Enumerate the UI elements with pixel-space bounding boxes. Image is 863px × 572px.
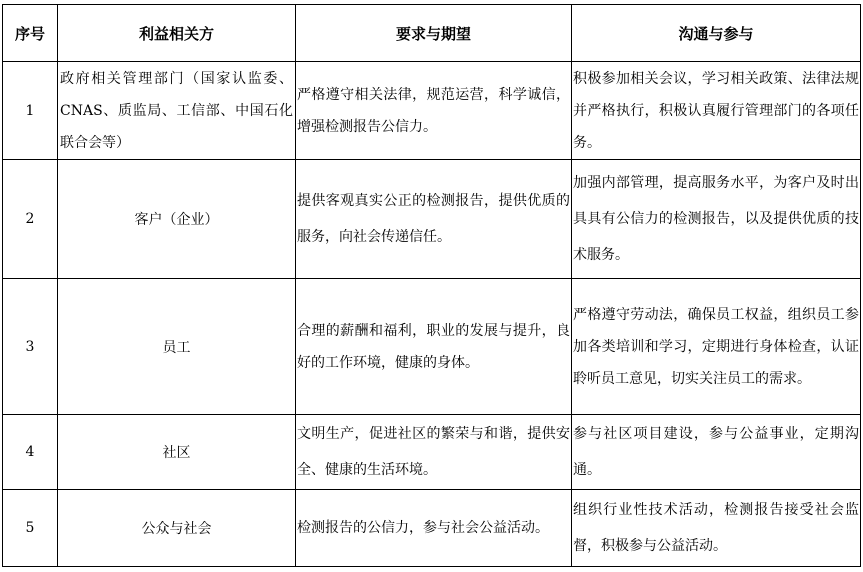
- expectation-cell: 严格遵守相关法律，规范运营，科学诚信，增强检测报告公信力。: [296, 62, 572, 160]
- stakeholder-name: 政府相关管理部门（国家认监委、CNAS、质监局、工信部、中国石化联合会等）: [58, 62, 296, 160]
- header-stakeholder: 利益相关方: [58, 5, 296, 62]
- expectation-cell: 合理的薪酬和福利，职业的发展与提升，良好的工作环境，健康的身体。: [296, 279, 572, 415]
- table-row: [3, 62, 861, 160]
- header-engagement: 沟通与参与: [572, 5, 861, 62]
- row-number: 2: [3, 160, 58, 279]
- engagement-cell: 参与社区项目建设，参与公益事业，定期沟通。: [572, 415, 861, 490]
- header-expectation: 要求与期望: [296, 5, 572, 62]
- engagement-cell: 积极参加相关会议，学习相关政策、法律法规并严格执行，积极认真履行管理部门的各项任务。: [572, 62, 861, 160]
- table-row: [3, 490, 861, 567]
- engagement-cell: 加强内部管理，提高服务水平，为客户及时出具具有公信力的检测报告，以及提供优质的技术服务。: [572, 160, 861, 279]
- stakeholder-name: 客户（企业）: [58, 160, 296, 279]
- table-row: [3, 279, 861, 415]
- engagement-cell: 严格遵守劳动法，确保员工权益，组织员工参加各类培训和学习，定期进行身体检查，认证聆听员工意见，切实关注员工的需求。: [572, 279, 861, 415]
- stakeholder-name: 公众与社会: [58, 490, 296, 567]
- header-no: 序号: [3, 5, 58, 62]
- expectation-cell: 检测报告的公信力，参与社会公益活动。: [296, 490, 572, 567]
- header-row: [3, 5, 861, 62]
- engagement-cell: 组织行业性技术活动，检测报告接受社会监督，积极参与公益活动。: [572, 490, 861, 567]
- expectation-cell: 文明生产，促进社区的繁荣与和谐，提供安全、健康的生活环境。: [296, 415, 572, 490]
- expectation-cell: 提供客观真实公正的检测报告，提供优质的服务，向社会传递信任。: [296, 160, 572, 279]
- stakeholder-name: 社区: [58, 415, 296, 490]
- row-number: 5: [3, 490, 58, 567]
- row-number: 1: [3, 62, 58, 160]
- row-number: 3: [3, 279, 58, 415]
- stakeholder-name: 员工: [58, 279, 296, 415]
- stakeholder-table: [2, 4, 861, 567]
- row-number: 4: [3, 415, 58, 490]
- table-row: [3, 415, 861, 490]
- table-row: [3, 160, 861, 279]
